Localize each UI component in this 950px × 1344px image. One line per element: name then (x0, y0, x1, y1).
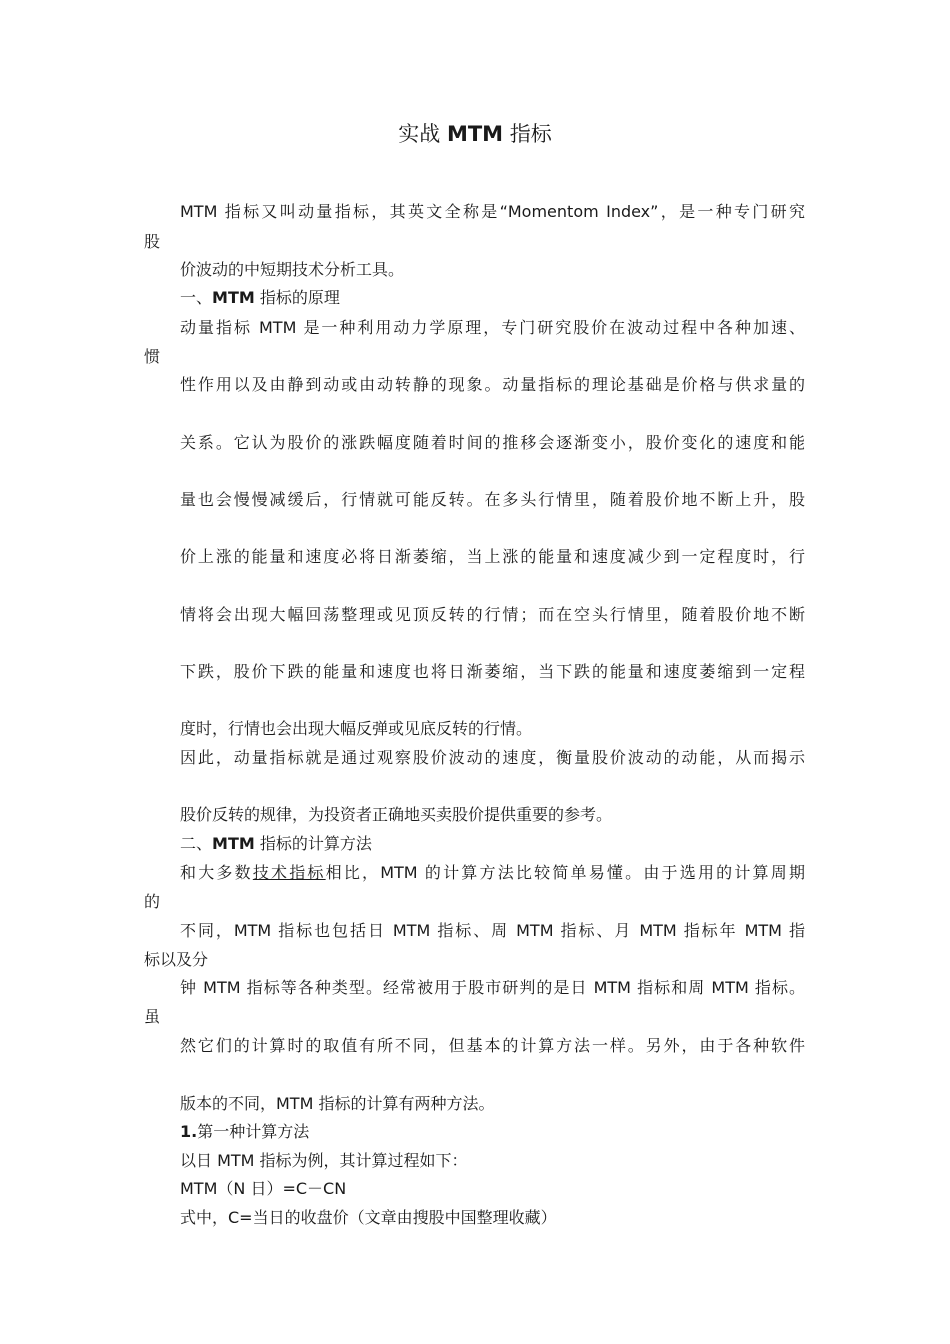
paragraph-line: 不同，MTM 指标也包括日 MTM 指标、周 MTM 指标、月 MTM 指标年 MTM 指 (180, 921, 805, 940)
paragraph-line: 价上涨的能量和速度必将日渐萎缩，当上涨的能量和速度减少到一定程度时，行 (180, 547, 805, 566)
section-heading-1: 一、MTM 指标的原理 (180, 288, 340, 307)
paragraph-line: 关系。它认为股价的涨跌幅度随着时间的推移会逐渐变小，股价变化的速度和能 (180, 433, 805, 452)
paragraph-line: 下跌，股价下跌的能量和速度也将日渐萎缩，当下跌的能量和速度萎缩到一定程 (180, 662, 805, 681)
wrapped-char: 股 (144, 232, 161, 251)
paragraph-line: 度时，行情也会出现大幅反弹或见底反转的行情。 (180, 719, 533, 738)
paragraph-line: 因此，动量指标就是通过观察股价波动的速度，衡量股价波动的动能，从而揭示 (180, 748, 805, 767)
paragraph-line: 价波动的中短期技术分析工具。 (180, 260, 405, 279)
paragraph-line: MTM 指标又叫动量指标，其英文全称是“Momentom Index”，是一种专门研究 (180, 202, 805, 221)
paragraph-line: 和大多数技术指标相比，MTM 的计算方法比较简单易懂。由于选用的计算周期 (180, 863, 805, 882)
document-title: 实战 MTM 指标 (398, 122, 552, 146)
paragraph-line: 动量指标 MTM 是一种利用动力学原理，专门研究股价在波动过程中各种加速、 (180, 318, 805, 337)
paragraph-line: 性作用以及由静到动或由动转静的现象。动量指标的理论基础是价格与供求量的 (180, 375, 805, 394)
paragraph-line: 情将会出现大幅回荡整理或见顶反转的行情；而在空头行情里，随着股价地不断 (180, 605, 805, 624)
formula-line: MTM（N 日）=C－CN (180, 1179, 347, 1198)
technical-indicator-link[interactable]: 技术指标 (252, 863, 326, 882)
subheading: 1.第一种计算方法 (180, 1122, 310, 1141)
paragraph-line: 股价反转的规律，为投资者正确地买卖股价提供重要的参考。 (180, 805, 613, 824)
wrapped-text: 标以及分 (144, 950, 209, 969)
paragraph-line: 钟 MTM 指标等各种类型。经常被用于股市研判的是日 MTM 指标和周 MTM 指标。 (180, 978, 805, 997)
paragraph-line: 式中，C=当日的收盘价（文章由搜股中国整理收藏） (180, 1208, 557, 1227)
paragraph-line: 版本的不同，MTM 指标的计算有两种方法。 (180, 1094, 495, 1113)
wrapped-char: 虽 (144, 1007, 161, 1026)
paragraph-line: 以日 MTM 指标为例，其计算过程如下： (180, 1151, 468, 1170)
paragraph-line: 然它们的计算时的取值有所不同，但基本的计算方法一样。另外，由于各种软件 (180, 1036, 805, 1055)
wrapped-char: 惯 (144, 347, 161, 366)
wrapped-char: 的 (144, 892, 161, 911)
paragraph-line: 量也会慢慢减缓后，行情就可能反转。在多头行情里，随着股价地不断上升，股 (180, 490, 805, 509)
section-heading-2: 二、MTM 指标的计算方法 (180, 834, 372, 853)
